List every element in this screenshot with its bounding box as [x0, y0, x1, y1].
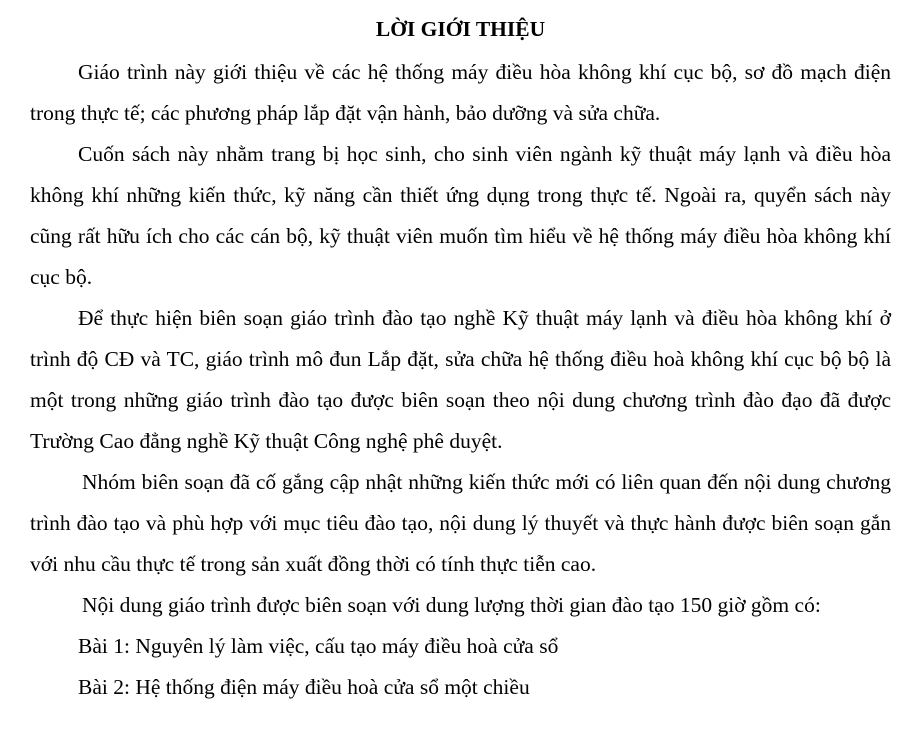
page-title: LỜI GIỚI THIỆU	[375, 17, 546, 41]
paragraph-intro: Giáo trình này giới thiệu về các hệ thống máy điều hòa không khí cục bộ, sơ đồ mạch điện trong thực tế; các phương pháp lắp đặt vận hành, bảo dưỡng và sửa chữa.	[30, 60, 891, 125]
paragraph-purpose: Cuốn sách này nhằm trang bị học sinh, cho sinh viên ngành kỹ thuật máy lạnh và điều hòa không khí những kiến thức, kỹ năng cần thiết ứng dụng trong thực tế. Ngoài ra, quyển sách này cũng rất hữu ích cho các cán bộ, kỹ thuật viên muốn tìm hiểu về hệ thống máy điều hòa không khí cục bộ.	[30, 142, 891, 289]
paragraph-context: Để thực hiện biên soạn giáo trình đào tạo nghề Kỹ thuật máy lạnh và điều hòa không khí ở trình độ CĐ và TC, giáo trình mô đun Lắp đặt, sửa chữa hệ thống điều hoà không khí cục bộ bộ là một trong những giáo trình đào tạo được biên soạn theo nội dung chương trình đào đạo đã được Trường Cao đẳng nghề Kỹ thuật Công nghệ phê duyệt.	[30, 306, 891, 453]
lesson-item: Bài 1: Nguyên lý làm việc, cấu tạo máy điều hoà cửa sổ	[78, 634, 559, 658]
paragraph-content: Nội dung giáo trình được biên soạn với dung lượng thời gian đào tạo 150 giờ gồm có:	[82, 593, 821, 617]
paragraph-authors: Nhóm biên soạn đã cố gắng cập nhật những kiến thức mới có liên quan đến nội dung chương trình đào tạo và phù hợp với mục tiêu đào tạo, nội dung lý thuyết và thực hành được biên soạn gắn với nhu cầu thực tế trong sản xuất đồng thời có tính thực tiễn cao.	[30, 470, 891, 576]
lesson-item: Bài 2: Hệ thống điện máy điều hoà cửa sổ một chiều	[78, 675, 530, 699]
